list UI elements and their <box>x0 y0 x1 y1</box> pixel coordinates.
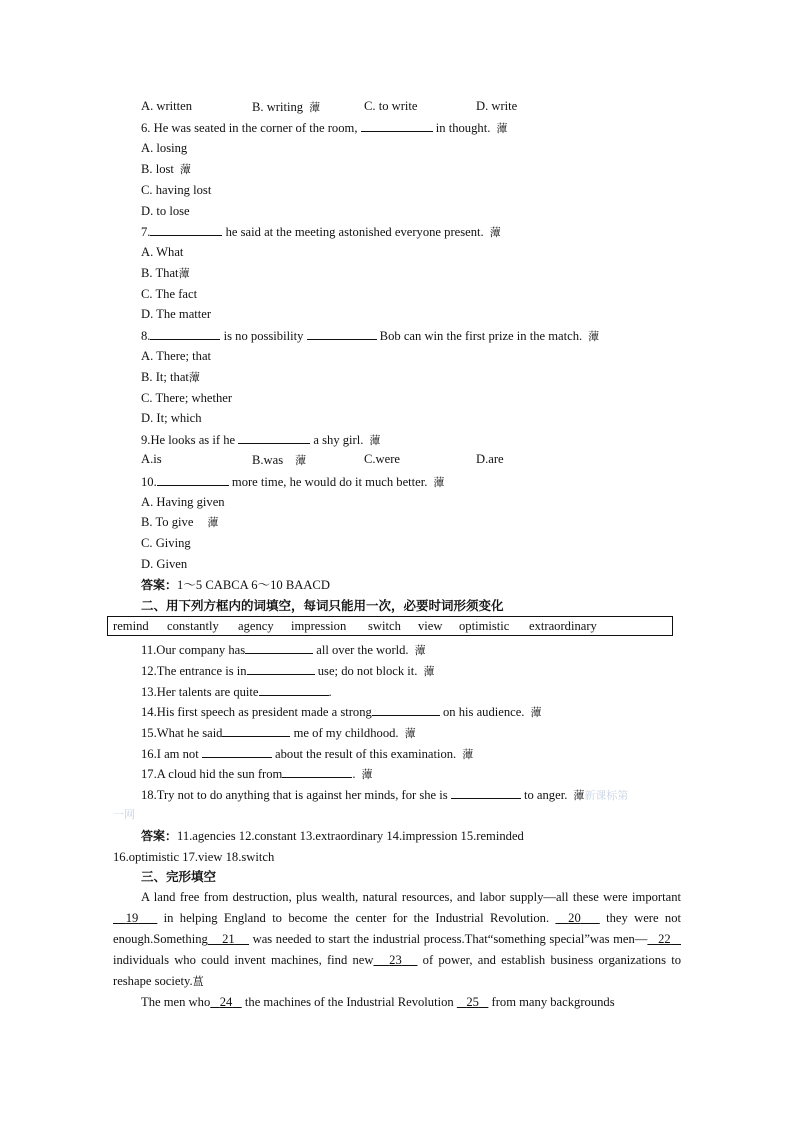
q9-option-a: A.is <box>141 452 162 466</box>
section-2-title: 二、用下列方框内的词填空，每词只能用一次，必要时词形须变化 <box>141 598 504 613</box>
q7-option-a: A. What <box>141 245 184 259</box>
question-8: 8. is no possibility Bob can win the first prize in the match. 藫 <box>141 329 600 343</box>
q6-option-c: C. having lost <box>141 183 212 197</box>
q10-option-b: B. To give 藫 <box>141 515 219 529</box>
q6-option-a: A. losing <box>141 141 188 155</box>
fill-item-11: 11.Our company has all over the world. 藫 <box>141 643 426 657</box>
section-3-title: 三、完形填空 <box>141 869 217 884</box>
word-box-item: remind <box>113 619 149 633</box>
question-6: 6. He was seated in the corner of the room, in thought. 藫 <box>141 121 508 135</box>
q8-option-c: C. There; whether <box>141 391 233 405</box>
passage-paragraph-1: A land free from destruction, plus wealth, natural resources, and labor supply—all these were important 19 in helping England to become the center for the Industrial Revolution. 20 they were not enough.Something 21 was needed to start the industrial process.That“something special”was men— 22 individuals who could invent machines, find new 23 of power, and establish business organizations to reshape society.蒀 <box>113 890 682 988</box>
watermark-text: 新课标第 <box>584 789 629 802</box>
q8-option-a: A. There; that <box>141 349 212 363</box>
q9-option-d: D.are <box>476 452 504 466</box>
q5-option-d: D. write <box>476 99 518 113</box>
q10-option-a: A. Having given <box>141 495 225 509</box>
q6-option-b: B. lost 藫 <box>141 162 191 176</box>
q5-option-a: A. written <box>141 99 193 113</box>
answer-key-1: 答案：1～5 CABCA 6～10 BAACD <box>141 578 330 592</box>
question-10: 10. more time, he would do it much better. 藫 <box>141 475 445 489</box>
q9-option-c: C.were <box>364 452 401 466</box>
word-box-item: view <box>418 619 443 633</box>
fill-item-17: 17.A cloud hid the sun from . 藫 <box>141 767 373 781</box>
word-box-item: switch <box>368 619 401 633</box>
fill-item-13: 13.Her talents are quite . <box>141 685 332 699</box>
word-box-item: agency <box>238 619 274 633</box>
q7-option-b: B. That藫 <box>141 266 190 280</box>
q10-option-d: D. Given <box>141 557 188 571</box>
q5-option-b: B. writing 藫 <box>252 100 321 114</box>
q7-option-d: D. The matter <box>141 307 212 321</box>
q8-option-d: D. It; which <box>141 411 202 425</box>
watermark-text: 一网 <box>113 808 135 821</box>
q9-option-b: B.was 藫 <box>252 453 307 467</box>
word-box-item: constantly <box>167 619 219 633</box>
answer-key-2-line-1: 答案：11.agencies 12.constant 13.extraordinary 14.impression 15.reminded <box>141 829 524 843</box>
word-box-item: impression <box>291 619 347 633</box>
question-9: 9.He looks as if he a shy girl. 藫 <box>141 433 381 447</box>
fill-item-18: 18.Try not to do anything that is against her minds, for she is to anger. 藫新课标第 <box>141 788 629 802</box>
fill-item-12: 12.The entrance is in use; do not block it. 藫 <box>141 664 435 678</box>
q10-option-c: C. Giving <box>141 536 191 550</box>
fill-item-14: 14.His first speech as president made a strong on his audience. 藫 <box>141 705 542 719</box>
fill-item-16: 16.I am not about the result of this examination. 藫 <box>141 747 474 761</box>
passage-paragraph-2: The men who 24 the machines of the Industrial Revolution 25 from many backgrounds <box>141 995 615 1009</box>
q5-option-c: C. to write <box>364 99 418 113</box>
q8-option-b: B. It; that藫 <box>141 370 200 384</box>
q7-option-c: C. The fact <box>141 287 198 301</box>
word-box-item: extraordinary <box>529 619 597 633</box>
word-box <box>107 616 673 636</box>
word-box-item: optimistic <box>459 619 510 633</box>
fill-item-15: 15.What he said me of my childhood. 藫 <box>141 726 416 740</box>
answer-key-2-line-2: 16.optimistic 17.view 18.switch <box>113 850 275 864</box>
question-7: 7. he said at the meeting astonished everyone present. 藫 <box>141 225 501 239</box>
q6-option-d: D. to lose <box>141 204 190 218</box>
